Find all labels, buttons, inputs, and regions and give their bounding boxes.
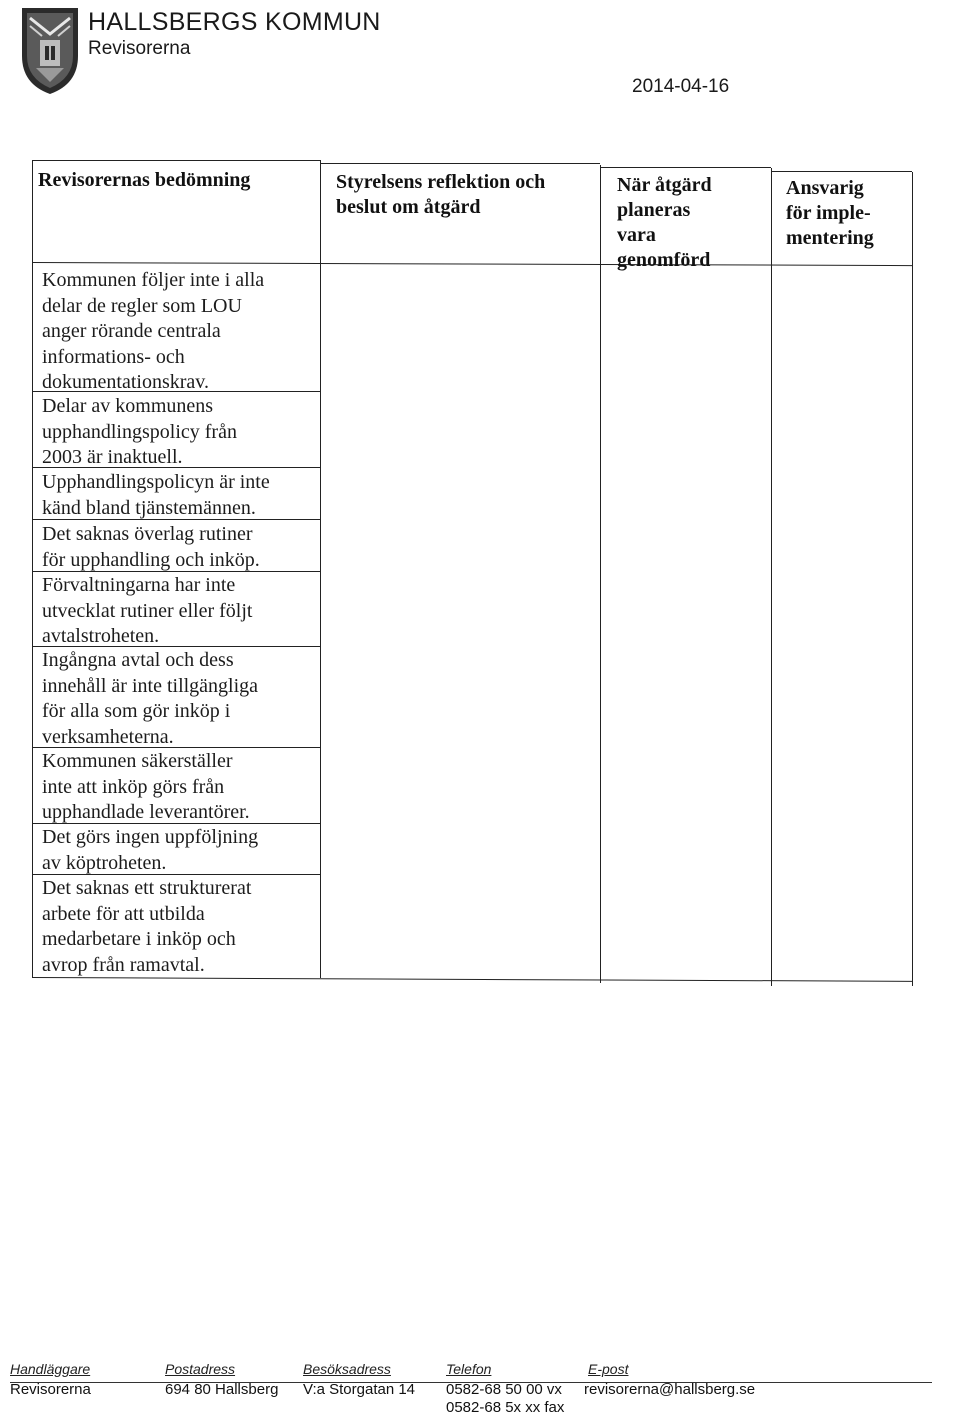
- column-header-responsible: Ansvarig för imple- mentering: [786, 177, 874, 249]
- table-border-top-3: [600, 167, 771, 168]
- assessment-row-4: Det saknas överlag rutiner för upphandling och inköp.: [42, 523, 260, 571]
- footer-value-telefon: 0582-68 50 00 vx: [446, 1381, 562, 1398]
- table-border-top-2: [320, 163, 600, 164]
- footer-value-epost: revisorerna@hallsberg.se: [584, 1381, 756, 1398]
- assessment-row-8: Det görs ingen uppföljning av köptroheten.: [42, 826, 259, 874]
- footer-value-besoksadress: V:a Storgatan 14: [303, 1381, 416, 1398]
- column-divider-2: [600, 165, 601, 983]
- department-name: Revisorerna: [88, 38, 191, 59]
- column-divider-3: [771, 168, 772, 986]
- footer-label-telefon: Telefon: [446, 1361, 492, 1377]
- column-header-board-reflection: Styrelsens reflektion och beslut om åtgärd: [336, 171, 546, 218]
- column-divider-1: [320, 160, 321, 978]
- column-header-planned-completion: När åtgärd planeras vara genomförd: [617, 174, 712, 271]
- organization-name: HALLSBERGS KOMMUN: [88, 8, 381, 36]
- assessment-row-1: Kommunen följer inte i alla delar de regler som LOU anger rörande centrala informations- och dokumentationskrav.: [42, 269, 265, 393]
- footer-label-handlaggare: Handläggare: [10, 1361, 91, 1377]
- footer-value-postadress: 694 80 Hallsberg: [165, 1381, 279, 1398]
- footer-value-handlaggare: Revisorerna: [10, 1381, 91, 1398]
- footer-label-postadress: Postadress: [165, 1361, 236, 1377]
- footer-value-fax: 0582-68 5x xx fax: [446, 1399, 565, 1416]
- table-border-left: [32, 160, 33, 978]
- assessment-row-5: Förvaltningarna har inte utvecklat rutiner eller följt avtalstroheten.: [42, 574, 253, 647]
- assessment-row-7: Kommunen säkerställer inte att inköp görs från upphandlade leverantörer.: [42, 750, 250, 823]
- table-border-top-4: [771, 171, 912, 172]
- assessment-row-3: Upphandlingspolicyn är inte känd bland tjänstemännen.: [42, 471, 270, 519]
- municipal-coat-of-arms-icon: [18, 4, 82, 96]
- document-date: 2014-04-16: [632, 76, 730, 97]
- header-separator: [32, 262, 912, 266]
- footer-label-epost: E-post: [588, 1361, 629, 1377]
- footer-label-besoksadress: Besöksadress: [303, 1361, 391, 1377]
- assessment-row-2: Delar av kommunens upphandlingspolicy från 2003 är inaktuell.: [42, 395, 237, 468]
- table-border-top-1: [32, 160, 320, 161]
- assessment-row-6: Ingångna avtal och dess innehåll är inte tillgängliga för alla som gör inköp i verksamheterna.: [42, 649, 259, 748]
- table-border-right: [912, 172, 913, 986]
- assessment-row-9: Det saknas ett strukturerat arbete för att utbilda medarbetare i inköp och avrop från ramavtal.: [42, 877, 252, 976]
- column-header-assessment: Revisorernas bedömning: [38, 169, 251, 191]
